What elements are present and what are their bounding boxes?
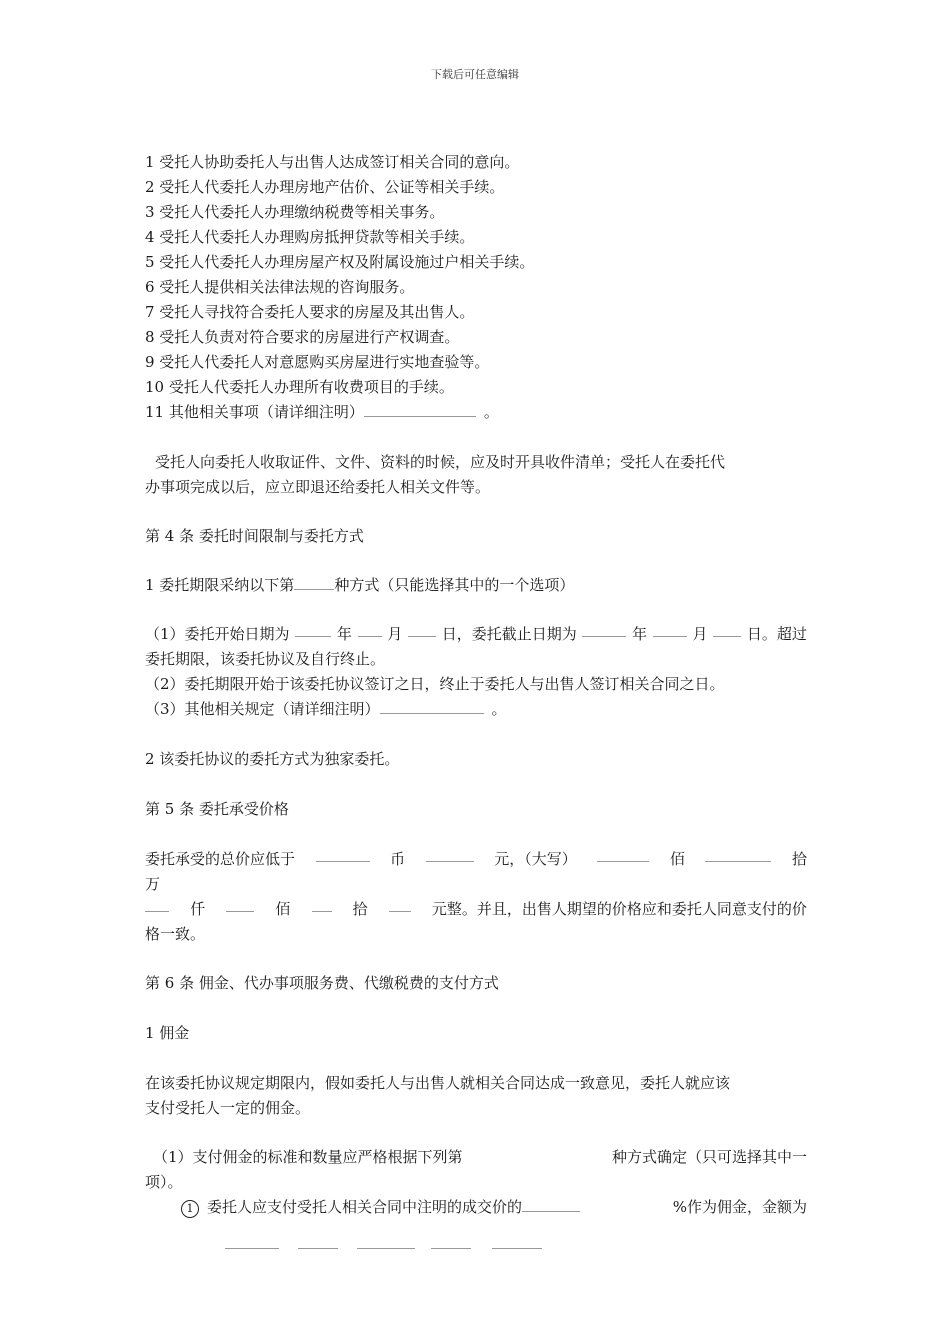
term-option-1-line2: 委托期限，该委托协议及自行终止。 <box>145 650 386 668</box>
article6-title: 第 6 条 佣金、代办事项服务费、代缴税费的支付方式 <box>145 974 499 992</box>
commission-heading: 1 佣金 <box>145 1024 190 1042</box>
service-item-7: 7 受托人寻找符合委托人要求的房屋及其出售人。 <box>145 303 475 321</box>
end-month-blank[interactable] <box>653 622 687 637</box>
service-item-11: 11 其他相关事项（请详细注明） 。 <box>145 403 499 421</box>
article5-title: 第 5 条 委托承受价格 <box>145 800 289 818</box>
service-item-6: 6 受托人提供相关法律法规的咨询服务。 <box>145 278 415 296</box>
amount-blank-1[interactable] <box>225 1234 279 1249</box>
service-item-5: 5 受托人代委托人办理房屋产权及附属设施过户相关手续。 <box>145 253 535 271</box>
service-item-10: 10 受托人代委托人办理所有收费项目的手续。 <box>145 378 454 396</box>
start-month-blank[interactable] <box>358 622 382 637</box>
other-terms-blank[interactable] <box>380 699 484 714</box>
amount-blank-3[interactable] <box>357 1234 415 1249</box>
term-option-3: （3）其他相关规定（请详细注明） 。 <box>145 700 507 718</box>
yuan-blank[interactable] <box>389 897 411 912</box>
percent-blank[interactable] <box>522 1197 580 1212</box>
service-item-2: 2 受托人代委托人办理房地产估价、公证等相关手续。 <box>145 178 505 196</box>
term-choice-line: 1 委托期限采纳以下第 种方式（只能选择其中的一个选项） <box>145 576 575 594</box>
currency-blank[interactable] <box>316 847 370 862</box>
shi-blank[interactable] <box>312 897 332 912</box>
price-line-4: 格一致。 <box>145 925 206 943</box>
service-other-blank[interactable] <box>364 402 476 417</box>
commission-item-1: 1 委托人应支付受托人相关合同中注明的成交价的 %作为佣金，金额为 <box>181 1195 807 1219</box>
service-item-8: 8 受托人负责对符合要求的房屋进行产权调查。 <box>145 328 460 346</box>
commission-para-line2: 支付受托人一定的佣金。 <box>145 1099 311 1117</box>
service-item-4: 4 受托人代委托人办理购房抵押贷款等相关手续。 <box>145 228 475 246</box>
commission-standard-line: （1）支付佣金的标准和数量应严格根据下列第 种方式确定（只可选择其中一 <box>153 1145 807 1169</box>
amount-blank-2[interactable] <box>298 1234 338 1249</box>
service-item-1: 1 受托人协助委托人与出售人达成签订相关合同的意向。 <box>145 153 520 171</box>
shi-wan-blank[interactable] <box>705 847 771 862</box>
docs-paragraph-line1: 受托人向委托人收取证件、文件、资料的时候，应及时开具收件清单；受托人在委托代 <box>155 453 726 471</box>
page-header: 下载后可任意编辑 <box>431 68 519 81</box>
end-day-blank[interactable] <box>713 622 741 637</box>
price-line-3: 仟 佰 拾 元整。并且，出售人期望的价格应和委托人同意支付的价 <box>145 897 807 921</box>
amount-blanks-row <box>225 1232 542 1256</box>
amount-yuan-blank[interactable] <box>426 847 474 862</box>
commission-choice-blank[interactable] <box>509 1145 565 1160</box>
bai-wan-blank[interactable] <box>597 847 649 862</box>
amount-blank-4[interactable] <box>431 1234 471 1249</box>
start-year-blank[interactable] <box>295 622 331 637</box>
price-line-1: 委托承受的总价应低于 币 元，（大写） 佰 拾 <box>145 847 807 871</box>
term-option-2: （2）委托期限开始于该委托协议签订之日，终止于委托人与出售人签订相关合同之日。 <box>145 675 725 693</box>
docs-paragraph-line2: 办事项完成以后，应立即退还给委托人相关文件等。 <box>145 478 491 496</box>
circled-number: 1 <box>181 1200 199 1218</box>
term-option-1: （1）委托开始日期为 年 月 日，委托截止日期为 年 月 日。超过 <box>145 622 807 646</box>
qian-blank[interactable] <box>145 897 169 912</box>
service-item-9: 9 受托人代委托人对意愿购买房屋进行实地查验等。 <box>145 353 490 371</box>
end-year-blank[interactable] <box>582 622 626 637</box>
commission-para-line1: 在该委托协议规定期限内，假如委托人与出售人就相关合同达成一致意见，委托人就应该 <box>145 1074 731 1092</box>
service-other-label: 11 其他相关事项（请详细注明） <box>145 403 364 421</box>
article4-title: 第 4 条 委托时间限制与委托方式 <box>145 527 364 545</box>
amount-blank-5[interactable] <box>492 1234 542 1249</box>
bai-blank[interactable] <box>226 897 254 912</box>
start-day-blank[interactable] <box>408 622 436 637</box>
commission-method: 2 该委托协议的委托方式为独家委托。 <box>145 750 400 768</box>
service-item-3: 3 受托人代委托人办理缴纳税费等相关事务。 <box>145 203 445 221</box>
term-choice-blank[interactable] <box>294 575 334 590</box>
commission-standard-line2: 项）。 <box>145 1173 183 1191</box>
price-line-2: 万 <box>145 875 161 893</box>
